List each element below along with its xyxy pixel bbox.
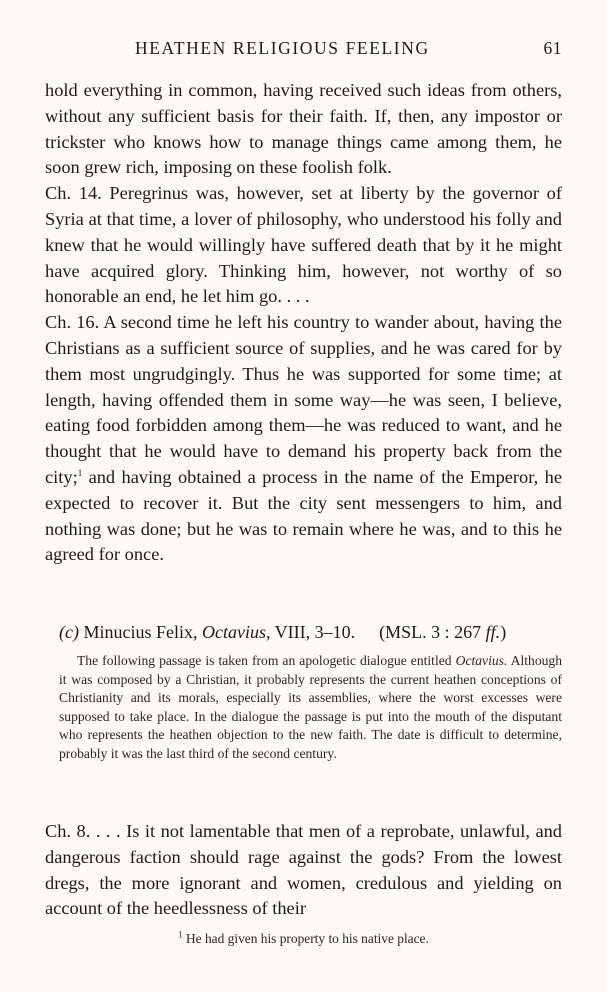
editorial-introduction xyxy=(59,652,562,764)
paragraph-ch8: Ch. 8. . . . Is it not lamentable that men of a reprobate, unlawful, and dangerous faction should rage against the gods? From the lowest dregs, the more ignorant and women, credulous and yielding on account of the heedlessness of their xyxy=(45,821,562,919)
footnote xyxy=(45,931,562,947)
ch16-text-continued: and having obtained a process in the name of the Emperor, he expected to recover it. But the city sent messengers to him, and nothing was done; but he was to remain where he was, and to this he agreed for once. xyxy=(45,466,562,565)
section-reference: VIII, 3–10. xyxy=(274,622,356,642)
section-work: Octavius, xyxy=(202,622,271,642)
footnote-reference: 1 xyxy=(77,467,83,478)
section-author: Minucius Felix, xyxy=(83,622,198,642)
section-source: (MSL. 3 : 267 xyxy=(379,622,482,642)
running-head xyxy=(45,38,562,66)
intro-text-b: Although it was composed by a Christian, it probably represents the current heathen conceptions of Christianity and its morals, especially its assemblies, where the worst excesses were supposed to take place. In the dialogue the passage is put into the mouth of the disputant who represents the heathen objection to the new faith. The date is difficult to determine, probably it was the last third of the second century. xyxy=(59,653,563,761)
section-source-ff: ff. xyxy=(485,622,501,642)
footnote-mark: 1 xyxy=(178,929,183,940)
section-heading xyxy=(59,620,562,644)
chapter8-text-block xyxy=(45,819,562,922)
main-text-block xyxy=(45,78,562,568)
intro-text-a: The following passage is taken from an apologetic dialogue entitled xyxy=(77,653,452,668)
paragraph-ch16 xyxy=(45,310,562,568)
section-source-close: ) xyxy=(500,622,507,642)
intro-paragraph xyxy=(59,652,562,764)
page-number: 61 xyxy=(543,38,562,58)
ch16-text: Ch. 16. A second time he left his country to wander about, having the Christians as a sufficient source of supplies, and he was cared for by them most ungrudgingly. Thus he was supported for some time; at length, having offended them in some way—he was seen, I believe, eating food forbidden among them—he was reduced to want, and he thought that he would have to demand his property back from the city; xyxy=(45,312,562,487)
section-label: (c) xyxy=(59,622,79,642)
footnote-text: He had given his property to his native place. xyxy=(186,931,429,946)
paragraph-ch14: Ch. 14. Peregrinus was, however, set at liberty by the governor of Syria at that time, a lover of philosophy, who understood his folly and knew that he would willingly have suffered death that by it he might have acquired glory. Thinking him, however, not worthy of so honorable an end, he let him go. . . . xyxy=(45,183,562,307)
running-title: HEATHEN RELIGIOUS FEELING xyxy=(135,38,430,58)
intro-work-title: Octavius. xyxy=(455,653,508,668)
paragraph-continuation: hold everything in common, having received such ideas from others, without any sufficient basis for their faith. If, then, any impostor or trickster who knows how to manage things came among them, he soon grew rich, imposing on these foolish folk. xyxy=(45,80,562,178)
